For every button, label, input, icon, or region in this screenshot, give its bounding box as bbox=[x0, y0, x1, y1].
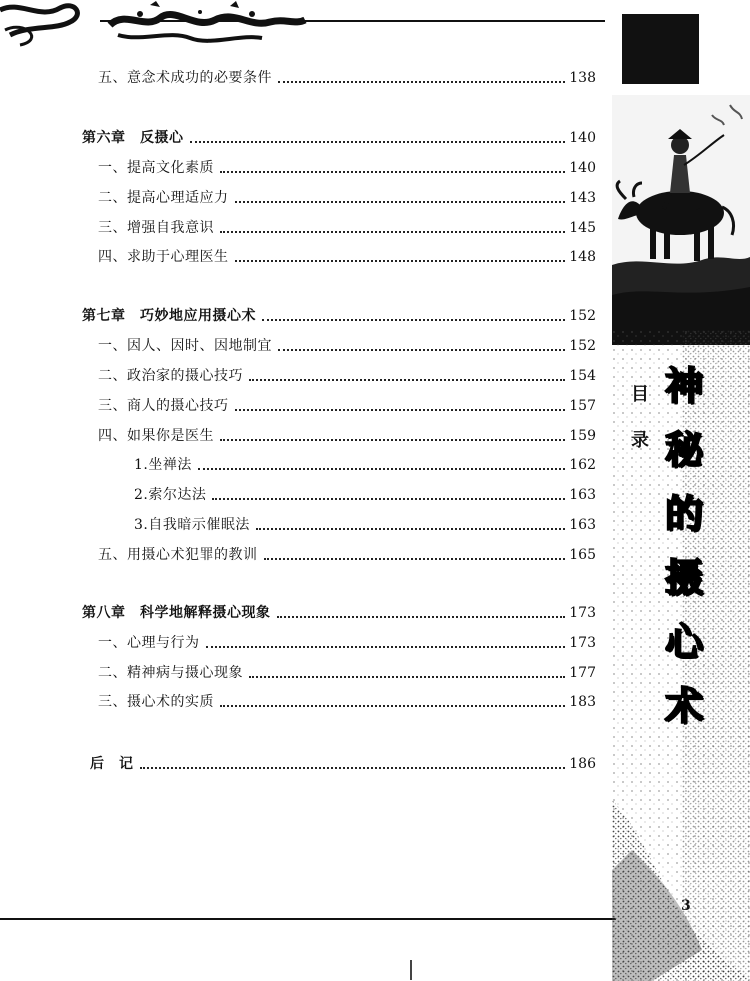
toc-entry-page: 173 bbox=[569, 635, 596, 651]
toc-entry[interactable] bbox=[98, 158, 596, 178]
dot-leader bbox=[235, 201, 566, 203]
toc-entry-page: 177 bbox=[569, 665, 596, 681]
toc-subentry-label: 3.自我暗示催眠法 bbox=[134, 517, 250, 533]
dot-leader bbox=[262, 319, 565, 321]
dot-leader bbox=[256, 528, 565, 530]
dot-leader bbox=[198, 468, 565, 470]
dot-leader bbox=[278, 349, 565, 351]
toc-entry[interactable] bbox=[98, 633, 596, 653]
toc-entry-page: 152 bbox=[569, 338, 596, 354]
dot-leader bbox=[220, 231, 565, 233]
toc-entry[interactable] bbox=[98, 396, 596, 416]
dot-leader bbox=[249, 676, 565, 678]
toc-chapter[interactable] bbox=[82, 603, 596, 623]
toc-subentry-page: 162 bbox=[569, 457, 596, 473]
book-title-char: 术 bbox=[664, 684, 703, 728]
contents-heading-char: 目 bbox=[631, 384, 649, 405]
corner-block bbox=[622, 14, 699, 84]
toc-entry[interactable] bbox=[98, 663, 596, 683]
toc-chapter-page: 140 bbox=[569, 130, 596, 146]
dot-leader bbox=[277, 616, 566, 618]
toc-subentry[interactable] bbox=[134, 485, 596, 505]
book-title-vertical bbox=[660, 362, 716, 746]
book-title-char: 神 bbox=[664, 364, 703, 408]
toc-entry-label: 三、商人的摄心技巧 bbox=[98, 398, 229, 414]
toc-afterword[interactable] bbox=[90, 754, 596, 774]
toc-entry[interactable] bbox=[98, 692, 596, 712]
dot-leader bbox=[235, 409, 566, 411]
toc-entry-label: 五、用摄心术犯罪的教训 bbox=[98, 547, 258, 563]
toc-entry-page: 138 bbox=[569, 70, 596, 86]
toc-entry[interactable] bbox=[98, 426, 596, 446]
toc-chapter-label: 第六章 反摄心 bbox=[82, 130, 184, 146]
toc-entry-page: 145 bbox=[569, 220, 596, 236]
toc-entry-page: 140 bbox=[569, 160, 596, 176]
dot-leader bbox=[264, 558, 566, 560]
toc-entry[interactable] bbox=[98, 188, 596, 208]
toc-entry[interactable] bbox=[98, 68, 596, 88]
toc-chapter[interactable] bbox=[82, 306, 596, 326]
toc-entry-label: 四、如果你是医生 bbox=[98, 428, 214, 444]
book-title-char: 秘 bbox=[664, 428, 703, 472]
toc-entry-page: 157 bbox=[569, 398, 596, 414]
toc-entry-page: 154 bbox=[569, 368, 596, 384]
toc-afterword-label: 后 记 bbox=[90, 756, 134, 772]
toc-subentry-label: 2.索尔达法 bbox=[134, 487, 207, 503]
rider-on-buffalo-illustration bbox=[612, 95, 750, 345]
toc-subentry-page: 163 bbox=[569, 517, 596, 533]
dot-leader bbox=[140, 767, 566, 769]
toc-entry[interactable] bbox=[98, 336, 596, 356]
contents-heading-char: 录 bbox=[631, 430, 649, 451]
dot-leader bbox=[190, 141, 566, 143]
dot-leader bbox=[212, 498, 565, 500]
toc-subentry[interactable] bbox=[134, 455, 596, 475]
toc-chapter-label: 第七章 巧妙地应用摄心术 bbox=[82, 308, 256, 324]
toc-subentry[interactable] bbox=[134, 515, 596, 535]
dot-leader bbox=[206, 646, 566, 648]
toc-afterword-page: 186 bbox=[569, 756, 596, 772]
toc-entry-label: 二、提高心理适应力 bbox=[98, 190, 229, 206]
toc-entry[interactable] bbox=[98, 247, 596, 267]
dot-leader bbox=[249, 379, 565, 381]
toc-chapter[interactable] bbox=[82, 128, 596, 148]
toc-entry-label: 三、增强自我意识 bbox=[98, 220, 214, 236]
toc-chapter-page: 152 bbox=[569, 308, 596, 324]
toc-entry-label: 三、摄心术的实质 bbox=[98, 694, 214, 710]
dot-leader bbox=[220, 439, 565, 441]
book-title-char: 心 bbox=[664, 620, 703, 664]
toc-chapter-page: 173 bbox=[569, 605, 596, 621]
toc-entry[interactable] bbox=[98, 366, 596, 386]
toc-entry-label: 五、意念术成功的必要条件 bbox=[98, 70, 272, 86]
book-title-char: 摄 bbox=[664, 556, 703, 600]
book-title-char: 的 bbox=[664, 492, 703, 536]
toc-subentry-label: 1.坐禅法 bbox=[134, 457, 192, 473]
toc-entry-page: 143 bbox=[569, 190, 596, 206]
toc-entry-label: 二、精神病与摄心现象 bbox=[98, 665, 243, 681]
contents-heading-vertical bbox=[625, 372, 655, 464]
dot-leader bbox=[278, 81, 565, 83]
toc-entry[interactable] bbox=[98, 545, 596, 565]
toc-entry-page: 148 bbox=[569, 249, 596, 265]
toc-entry-page: 183 bbox=[569, 694, 596, 710]
dot-leader bbox=[220, 171, 565, 173]
toc-entry-page: 165 bbox=[569, 547, 596, 563]
toc-entry[interactable] bbox=[98, 218, 596, 238]
toc-chapter-label: 第八章 科学地解释摄心现象 bbox=[82, 605, 271, 621]
toc-entry-label: 四、求助于心理医生 bbox=[98, 249, 229, 265]
toc-subentry-page: 163 bbox=[569, 487, 596, 503]
toc-entry-label: 一、提高文化素质 bbox=[98, 160, 214, 176]
toc-entry-label: 一、心理与行为 bbox=[98, 635, 200, 651]
bottom-rule bbox=[0, 918, 616, 920]
bottom-mark bbox=[410, 960, 412, 980]
dot-leader bbox=[220, 705, 565, 707]
toc-entry-label: 一、因人、因时、因地制宜 bbox=[98, 338, 272, 354]
toc-entry-label: 二、政治家的摄心技巧 bbox=[98, 368, 243, 384]
side-page-number: 3 bbox=[681, 898, 691, 914]
dot-leader bbox=[235, 260, 566, 262]
toc-entry-page: 159 bbox=[569, 428, 596, 444]
